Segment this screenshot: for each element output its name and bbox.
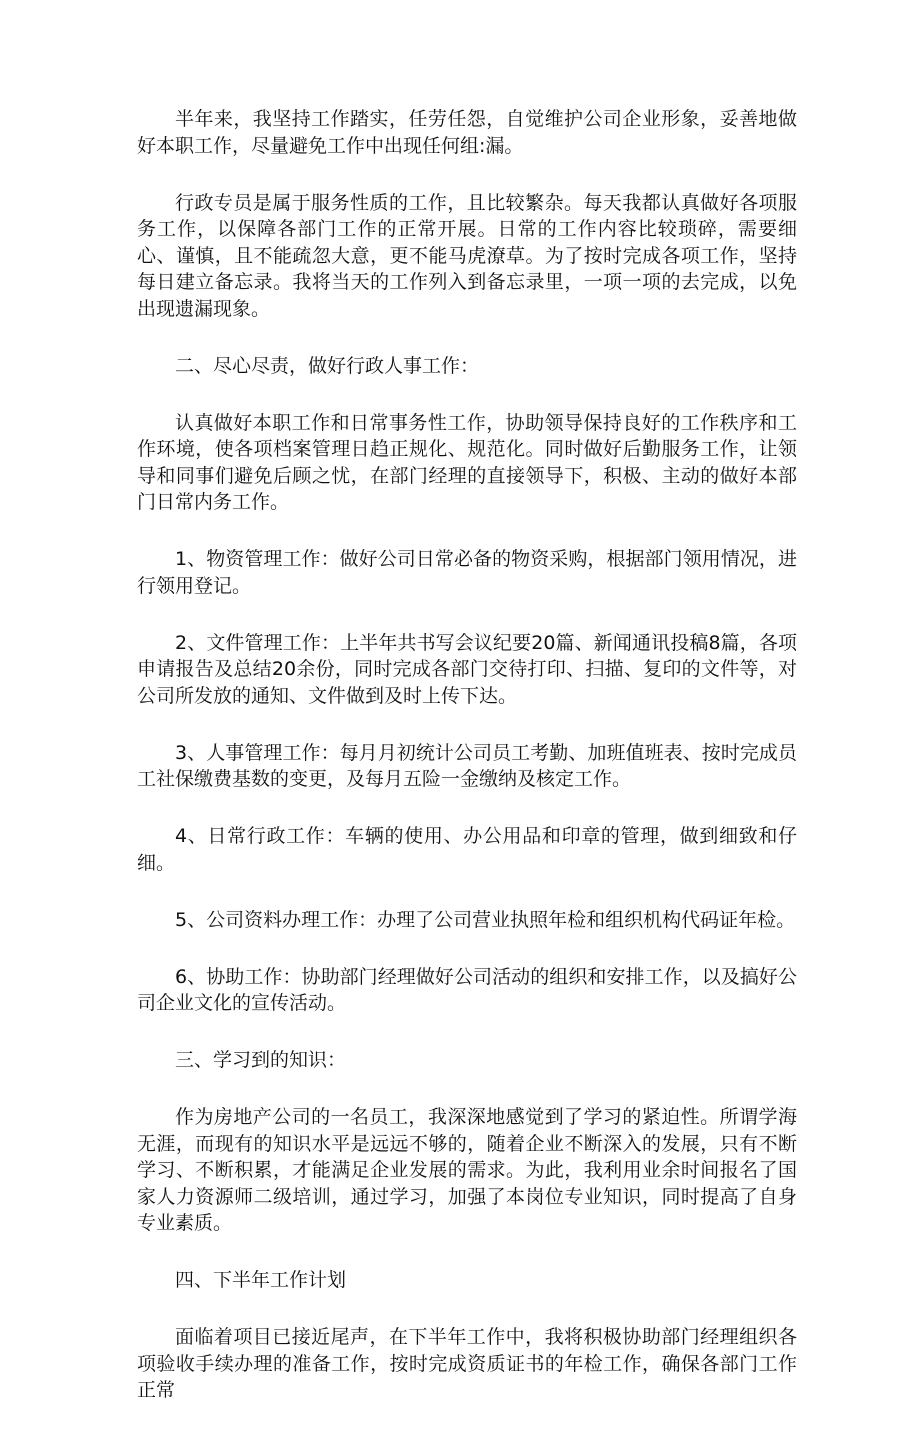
section-heading-2: 二、尽心尽责，做好行政人事工作： bbox=[175, 354, 480, 377]
list-item-5: 5、公司资料办理工作：办理了公司营业执照年检和组织机构代码证年检。 bbox=[175, 908, 796, 931]
paragraph-admin-duties: 行政专员是属于服务性质的工作，且比较繁杂。每天我都认真做好各项服务工作，以保障各部门工作的正常开展。日常的工作内容比较琐碎，需要细心、谨慎，且不能疏忽大意，更不能马虎潦草。为了按时完成各项工作，坚持每日建立备忘录。我将当天的工作列入到备忘录里，一项一项的去完成，以免出现遗漏现象。 bbox=[137, 191, 797, 320]
list-item-1: 1、物资管理工作：做好公司日常必备的物资采购，根据部门领用情况，进行领用登记。 bbox=[137, 548, 797, 597]
section-heading-3: 三、学习到的知识： bbox=[175, 1049, 347, 1071]
paragraph-plan: 面临着项目已接近尾声，在下半年工作中，我将积极协助部门经理组织各项验收手续办理的准备工作，按时完成资质证书的年检工作，确保各部门工作正常 bbox=[137, 1326, 797, 1401]
paragraph-hr-work: 认真做好本职工作和日常事务性工作，协助领导保持良好的工作秩序和工作环境，使各项档案管理日趋正规化、规范化。同时做好后勤服务工作，让领导和同事们避免后顾之忧，在部门经理的直接领导下，积极、主动的做好本部门日常内务工作。 bbox=[137, 411, 797, 513]
list-item-4: 4、日常行政工作：车辆的使用、办公用品和印章的管理，做到细致和仔细。 bbox=[137, 825, 797, 874]
list-item-6: 6、协助工作：协助部门经理做好公司活动的组织和安排工作，以及搞好公司企业文化的宣传活动。 bbox=[137, 965, 797, 1014]
section-heading-4: 四、下半年工作计划 bbox=[175, 1269, 347, 1291]
list-item-2: 2、文件管理工作：上半年共书写会议纪要20篇、新闻通讯投稿8篇，各项申请报告及总结20余份，同时完成各部门交待打印、扫描、复印的文件等，对公司所发放的通知、文件做到及时上传下达。 bbox=[137, 631, 797, 707]
list-item-3: 3、人事管理工作：每月月初统计公司员工考勤、加班值班表、按时完成员工社保缴费基数的变更，及每月五险一金缴纳及核定工作。 bbox=[137, 741, 797, 790]
paragraph-learning: 作为房地产公司的一名员工，我深深地感觉到了学习的紧迫性。所谓学海无涯，而现有的知识水平是远远不够的，随着企业不断深入的发展，只有不断学习、不断积累，才能满足企业发展的需求。为此，我利用业余时间报名了国家人力资源师二级培训，通过学习，加强了本岗位专业知识，同时提高了自身专业素质。 bbox=[137, 1106, 797, 1234]
document-page bbox=[137, 106, 797, 1434]
paragraph-intro: 半年来，我坚持工作踏实，任劳任怨，自觉维护公司企业形象，妥善地做好本职工作，尽量避免工作中出现任何组:漏。 bbox=[137, 108, 797, 157]
